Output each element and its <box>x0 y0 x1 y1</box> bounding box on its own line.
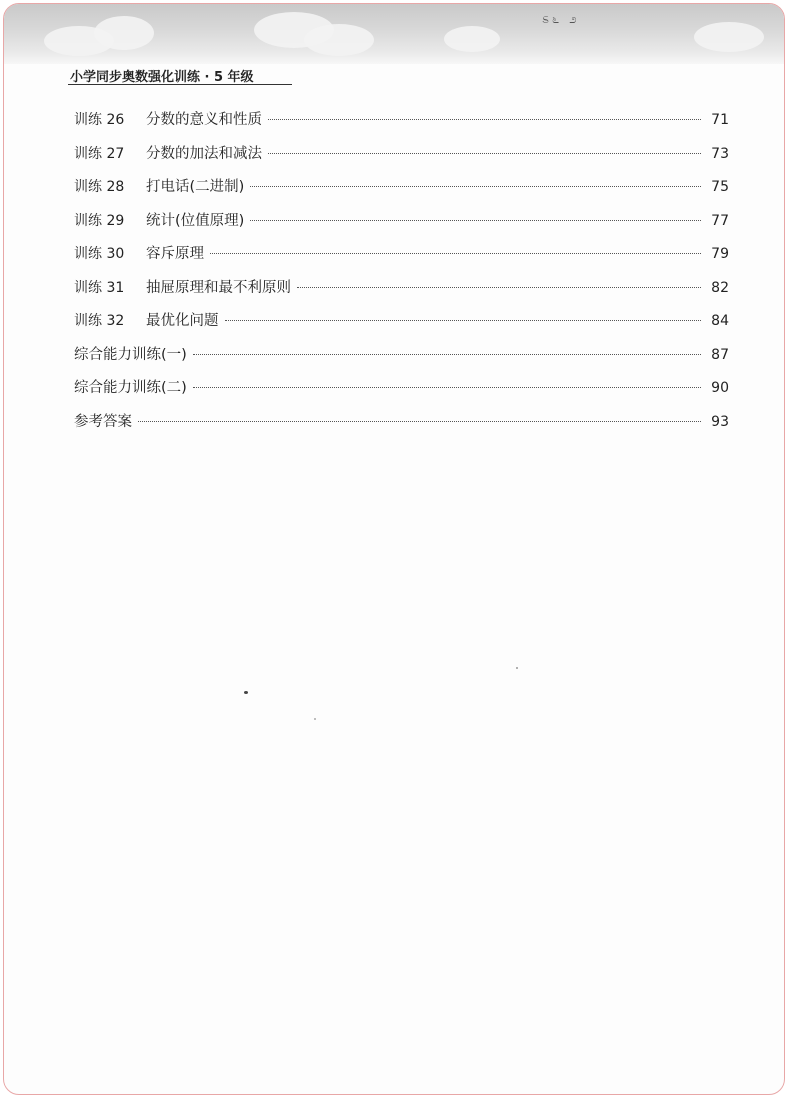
cloud-decoration <box>94 16 154 50</box>
toc-entry[interactable] <box>74 108 729 142</box>
toc-entry[interactable] <box>74 309 729 343</box>
dot-leader <box>250 186 701 187</box>
toc-entry-number: 训练 27 <box>74 145 125 162</box>
header-underline <box>68 84 292 85</box>
toc-entry-title: 最优化问题 <box>146 313 219 329</box>
page-frame <box>3 3 785 1095</box>
toc-entry-title: 综合能力训练(二) <box>74 380 187 396</box>
toc-entry-page: 84 <box>711 313 729 329</box>
toc-entry[interactable] <box>74 209 729 243</box>
toc-entry[interactable] <box>74 242 729 276</box>
toc-entry-number: 训练 30 <box>74 246 125 262</box>
dot-leader <box>138 421 701 422</box>
dot-leader <box>193 387 701 388</box>
toc-entry-page: 77 <box>711 212 729 229</box>
toc-entry[interactable] <box>74 410 729 444</box>
dot-leader <box>225 320 702 321</box>
toc-entry-page: 90 <box>711 380 729 396</box>
cloud-decoration <box>444 26 500 52</box>
cloud-decoration <box>694 22 764 52</box>
toc-entry-title: 综合能力训练(一) <box>74 346 187 363</box>
dot-leader <box>193 354 701 355</box>
dot-leader <box>268 153 701 154</box>
handwritten-scribble: ಽ೬ ೨ <box>542 12 580 27</box>
toc-entry[interactable] <box>74 142 729 176</box>
dot-leader <box>268 119 701 120</box>
toc-entry-page: 75 <box>711 179 729 195</box>
toc-entry-page: 73 <box>711 145 729 162</box>
scan-speck <box>516 667 518 669</box>
toc-entry-title: 打电话(二进制) <box>146 179 245 195</box>
running-header-title: 小学同步奥数强化训练 · 5 年级 <box>70 70 254 85</box>
toc-entry-number: 训练 32 <box>74 313 125 329</box>
cloud-decoration <box>304 24 374 56</box>
toc-entry-title: 抽屉原理和最不利原则 <box>146 279 291 296</box>
header-banner <box>4 4 784 64</box>
toc-entry-title: 参考答案 <box>74 413 132 430</box>
toc-entry-title: 分数的意义和性质 <box>146 112 262 128</box>
toc-entry-page: 79 <box>711 246 729 262</box>
dot-leader <box>297 287 701 288</box>
toc-entry[interactable] <box>74 175 729 209</box>
toc-entry-number: 训练 26 <box>74 112 125 128</box>
dot-leader <box>250 220 701 221</box>
toc-entry-page: 87 <box>711 346 729 363</box>
table-of-contents <box>74 108 729 443</box>
toc-entry-page: 93 <box>711 413 729 430</box>
toc-entry-title: 容斥原理 <box>146 246 204 262</box>
scan-speck <box>314 718 316 720</box>
toc-entry[interactable] <box>74 276 729 310</box>
toc-entry[interactable] <box>74 376 729 410</box>
toc-entry-number: 训练 31 <box>74 279 125 296</box>
toc-entry-number: 训练 29 <box>74 212 125 229</box>
scan-speck <box>244 691 248 694</box>
toc-entry-number: 训练 28 <box>74 179 125 195</box>
toc-entry-title: 统计(位值原理) <box>146 212 245 229</box>
toc-entry[interactable] <box>74 343 729 377</box>
toc-entry-page: 82 <box>711 279 729 296</box>
toc-entry-title: 分数的加法和减法 <box>146 145 262 162</box>
dot-leader <box>210 253 701 254</box>
toc-entry-page: 71 <box>711 112 729 128</box>
